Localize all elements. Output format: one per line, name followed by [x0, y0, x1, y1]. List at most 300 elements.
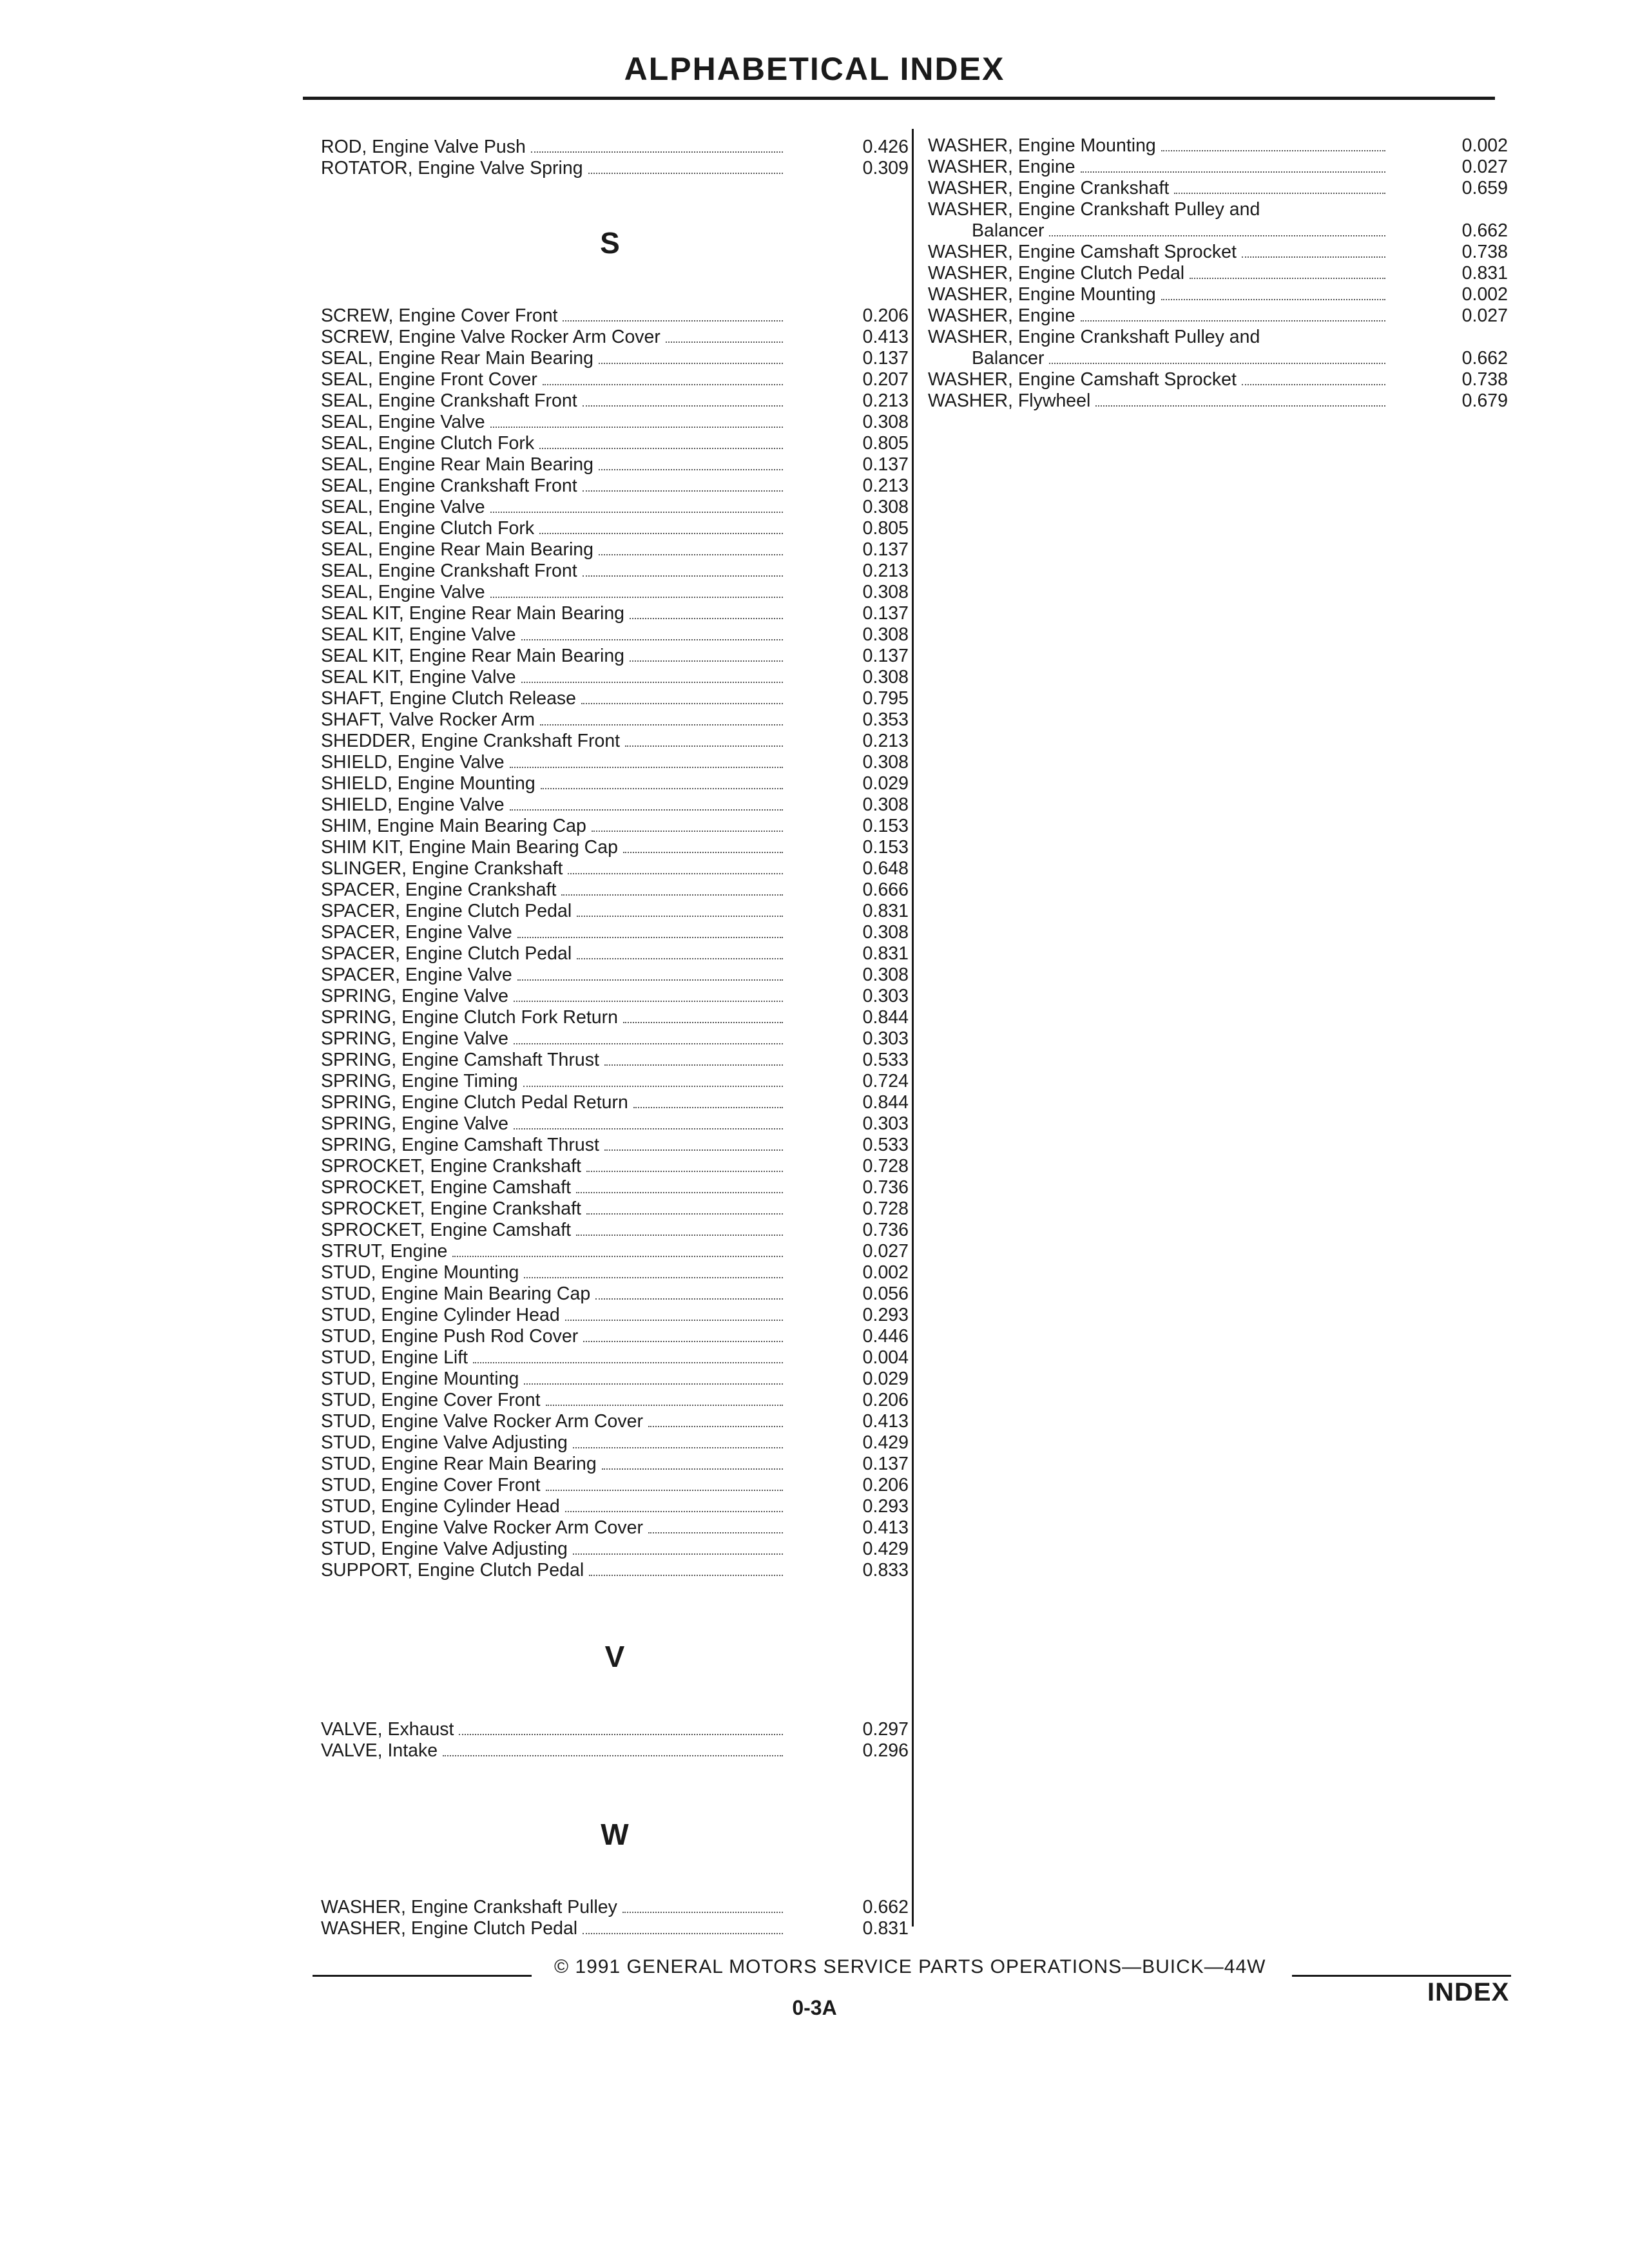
index-entry — [928, 135, 1508, 157]
dot-leader — [1190, 278, 1385, 279]
index-entry — [321, 986, 909, 1007]
dot-leader — [623, 1022, 783, 1023]
index-entry-label: SLINGER, Engine Crankshaft — [321, 858, 563, 879]
index-entry-page: 0.308 — [862, 667, 909, 687]
index-entry-continuation: Balancer — [972, 220, 1045, 241]
index-entry-label: SEAL, Engine Front Cover — [321, 369, 537, 390]
index-entry-label: SEAL, Engine Crankshaft Front — [321, 390, 577, 411]
index-entry-page: 0.728 — [862, 1156, 909, 1177]
index-entry — [321, 1092, 909, 1113]
dot-leader — [443, 1755, 783, 1756]
index-entry-label: SHIM KIT, Engine Main Bearing Cap — [321, 837, 618, 858]
dot-leader — [595, 1298, 783, 1300]
index-entry-page: 0.648 — [862, 858, 909, 879]
index-entry-label: SPACER, Engine Valve — [321, 922, 512, 943]
index-entry — [321, 1369, 909, 1390]
index-entry-page: 0.137 — [862, 539, 909, 560]
index-list-r — [321, 137, 909, 179]
index-entry — [321, 646, 909, 667]
index-entry — [321, 1539, 909, 1560]
index-entry — [321, 1326, 909, 1347]
index-entry — [321, 816, 909, 837]
index-entry-label: WASHER, Engine Clutch Pedal — [928, 263, 1185, 284]
index-entry-label: SPROCKET, Engine Crankshaft — [321, 1156, 581, 1177]
index-entry-label: SEAL, Engine Valve — [321, 582, 485, 602]
index-entry-page: 0.153 — [862, 816, 909, 836]
dot-leader — [565, 1511, 783, 1512]
index-entry — [321, 1897, 909, 1918]
index-entry-page: 0.844 — [862, 1092, 909, 1113]
dot-leader — [586, 1171, 783, 1172]
index-entry-label: SEAL, Engine Crankshaft Front — [321, 561, 577, 581]
left-column — [321, 137, 909, 1939]
index-entry-label: SPROCKET, Engine Camshaft — [321, 1177, 572, 1198]
dot-leader — [459, 1734, 783, 1735]
dot-leader — [622, 1912, 783, 1913]
index-entry-label: STUD, Engine Mounting — [321, 1369, 519, 1389]
dot-leader — [577, 916, 783, 917]
index-entry-page: 0.308 — [862, 497, 909, 517]
index-entry-page: 0.002 — [862, 1262, 909, 1283]
index-entry — [928, 220, 1508, 242]
dot-leader — [1049, 235, 1385, 236]
index-entry-page: 0.029 — [862, 1369, 909, 1389]
dot-leader — [517, 979, 783, 981]
column-divider — [912, 129, 914, 1927]
index-entry-label: STUD, Engine Mounting — [321, 1262, 519, 1283]
dot-leader — [510, 767, 783, 768]
dot-leader — [599, 363, 783, 364]
index-entry-page: 0.533 — [862, 1050, 909, 1070]
dot-leader — [630, 618, 783, 619]
index-entry-page: 0.213 — [862, 731, 909, 751]
dot-leader — [539, 533, 783, 534]
index-entry — [321, 582, 909, 603]
index-entry-page: 0.213 — [862, 390, 909, 411]
index-entry — [321, 454, 909, 476]
index-entry-label: SPROCKET, Engine Crankshaft — [321, 1198, 581, 1219]
index-entry — [321, 1390, 909, 1411]
index-entry — [321, 1432, 909, 1454]
index-entry — [321, 1347, 909, 1369]
index-entry-label: WASHER, Engine — [928, 305, 1075, 326]
index-entry-page: 0.308 — [862, 412, 909, 432]
index-entry — [321, 305, 909, 327]
index-entry-page: 0.153 — [862, 837, 909, 858]
dot-leader — [583, 1341, 783, 1342]
index-entry — [321, 943, 909, 965]
index-entry-label: WASHER, Engine Clutch Pedal — [321, 1918, 578, 1939]
dot-leader — [623, 852, 783, 853]
dot-leader — [523, 1086, 783, 1087]
index-entry-page: 0.844 — [862, 1007, 909, 1028]
dot-leader — [568, 873, 783, 874]
index-entry — [321, 1156, 909, 1177]
dot-leader — [573, 1447, 783, 1448]
index-entry-label: WASHER, Flywheel — [928, 390, 1091, 411]
dot-leader — [546, 1405, 783, 1406]
dot-leader — [583, 405, 783, 407]
index-entry-page: 0.027 — [1461, 305, 1508, 326]
index-entry-label: SPRING, Engine Valve — [321, 986, 508, 1006]
index-entry-page: 0.303 — [862, 1028, 909, 1049]
index-entry-label: SPACER, Engine Valve — [321, 965, 512, 985]
index-entry — [321, 709, 909, 731]
index-entry-label: WASHER, Engine Crankshaft Pulley and — [928, 199, 1260, 220]
index-entry-page: 0.293 — [862, 1496, 909, 1517]
footer-rule-right — [1292, 1975, 1511, 1977]
index-entry-label: SHIM, Engine Main Bearing Cap — [321, 816, 586, 836]
index-entry — [321, 1241, 909, 1262]
index-entry-page: 0.308 — [862, 922, 909, 943]
index-entry-label: SCREW, Engine Cover Front — [321, 305, 558, 326]
index-entry-page: 0.833 — [862, 1560, 909, 1581]
index-entry — [321, 1262, 909, 1283]
index-entry — [321, 327, 909, 348]
index-entry — [321, 1517, 909, 1539]
index-entry — [321, 1560, 909, 1581]
dot-leader — [576, 1235, 783, 1236]
index-entry-page: 0.137 — [862, 348, 909, 369]
index-entry — [321, 837, 909, 858]
index-entry-page: 0.659 — [1461, 178, 1508, 198]
index-entry-page: 0.429 — [862, 1432, 909, 1453]
index-entry-page: 0.303 — [862, 986, 909, 1006]
index-entry — [321, 773, 909, 794]
page-title: ALPHABETICAL INDEX — [624, 51, 1005, 87]
dot-leader — [539, 448, 783, 449]
index-list-w-continued — [928, 135, 1508, 412]
index-entry-label: STUD, Engine Valve Rocker Arm Cover — [321, 1411, 643, 1432]
dot-leader — [592, 831, 783, 832]
index-entry-page: 0.137 — [862, 454, 909, 475]
index-entry — [321, 1113, 909, 1135]
dot-leader — [588, 173, 783, 174]
index-entry-page: 0.533 — [862, 1135, 909, 1155]
index-entry — [928, 369, 1508, 390]
index-entry-label: WASHER, Engine Camshaft Sprocket — [928, 242, 1237, 262]
index-entry-label: SPACER, Engine Clutch Pedal — [321, 943, 572, 964]
dot-leader — [625, 745, 783, 747]
index-entry-label: SEAL, Engine Rear Main Bearing — [321, 348, 593, 369]
dot-leader — [524, 1277, 783, 1278]
index-entry-label: STUD, Engine Rear Main Bearing — [321, 1454, 597, 1474]
dot-leader — [633, 1107, 783, 1108]
index-entry-page: 0.308 — [862, 752, 909, 773]
index-entry — [321, 1454, 909, 1475]
dot-leader — [452, 1256, 783, 1257]
dot-leader — [583, 1933, 783, 1934]
index-entry — [928, 284, 1508, 305]
index-entry — [321, 539, 909, 561]
index-entry-label: SCREW, Engine Valve Rocker Arm Cover — [321, 327, 660, 347]
index-entry — [321, 965, 909, 986]
index-entry-label: SEAL KIT, Engine Valve — [321, 667, 516, 687]
dot-leader — [1242, 256, 1385, 258]
dot-leader — [546, 1490, 783, 1491]
index-entry-label: SPRING, Engine Valve — [321, 1113, 508, 1134]
index-entry-page: 0.308 — [862, 582, 909, 602]
index-entry-page: 0.297 — [862, 1719, 909, 1740]
dot-leader — [1095, 405, 1385, 407]
index-entry-label: SPRING, Engine Camshaft Thrust — [321, 1135, 599, 1155]
index-entry — [928, 305, 1508, 327]
dot-leader — [576, 1192, 783, 1193]
dot-leader — [563, 320, 783, 322]
right-column — [928, 135, 1508, 412]
page-number: 0-3A — [792, 1996, 837, 2019]
index-entry — [321, 348, 909, 369]
index-entry-page: 0.213 — [862, 561, 909, 581]
index-entry-label: WASHER, Engine Crankshaft Pulley and — [928, 327, 1260, 347]
index-entry — [321, 412, 909, 433]
index-entry-label: ROD, Engine Valve Push — [321, 137, 526, 157]
index-entry — [321, 624, 909, 646]
index-entry — [928, 157, 1508, 178]
index-entry — [321, 433, 909, 454]
index-entry — [321, 688, 909, 709]
index-entry-label: SPACER, Engine Crankshaft — [321, 879, 557, 900]
index-entry-label: SPRING, Engine Clutch Pedal Return — [321, 1092, 628, 1113]
dot-leader — [524, 1383, 783, 1385]
index-entry-page: 0.303 — [862, 1113, 909, 1134]
index-entry-page: 0.831 — [1461, 263, 1508, 284]
dot-leader — [577, 958, 783, 959]
dot-leader — [602, 1468, 783, 1470]
index-entry-label: STUD, Engine Cylinder Head — [321, 1496, 560, 1517]
index-entry — [321, 137, 909, 158]
index-entry-label: SUPPORT, Engine Clutch Pedal — [321, 1560, 584, 1581]
index-entry — [321, 1071, 909, 1092]
index-entry-label: WASHER, Engine Camshaft Sprocket — [928, 369, 1237, 390]
index-entry — [321, 1007, 909, 1028]
index-entry — [321, 1305, 909, 1326]
dot-leader — [531, 151, 783, 153]
index-entry-label: SEAL, Engine Clutch Fork — [321, 518, 535, 539]
index-entry-page: 0.413 — [862, 327, 909, 347]
index-entry — [321, 858, 909, 879]
index-entry-page: 0.002 — [1461, 284, 1508, 305]
index-entry-page: 0.738 — [1461, 369, 1508, 390]
index-entry-page: 0.137 — [862, 603, 909, 624]
dot-leader — [510, 809, 783, 811]
index-entry-page: 0.004 — [862, 1347, 909, 1368]
index-entry-page: 0.413 — [862, 1411, 909, 1432]
index-entry-page: 0.293 — [862, 1305, 909, 1325]
index-entry-page: 0.831 — [862, 1918, 909, 1939]
index-entry — [321, 731, 909, 752]
index-entry-label: SEAL KIT, Engine Rear Main Bearing — [321, 646, 625, 666]
section-letter-w: W — [601, 1818, 629, 1851]
index-entry-page: 0.027 — [862, 1241, 909, 1262]
index-entry-page: 0.662 — [1461, 348, 1508, 369]
index-entry-page: 0.666 — [862, 879, 909, 900]
index-entry-label: SEAL KIT, Engine Rear Main Bearing — [321, 603, 625, 624]
dot-leader — [1049, 363, 1385, 364]
index-entry-page: 0.429 — [862, 1539, 909, 1559]
index-entry — [321, 158, 909, 179]
index-entry — [321, 1283, 909, 1305]
dot-leader — [517, 937, 783, 938]
index-entry-page: 0.805 — [862, 433, 909, 454]
dot-leader — [473, 1362, 783, 1363]
index-entry-page: 0.056 — [862, 1283, 909, 1304]
index-entry-label: SPRING, Engine Camshaft Thrust — [321, 1050, 599, 1070]
index-entry — [321, 1918, 909, 1939]
dot-leader — [541, 788, 783, 789]
index-entry-page: 0.308 — [862, 624, 909, 645]
index-entry-label: STUD, Engine Cover Front — [321, 1475, 541, 1495]
dot-leader — [583, 575, 783, 577]
dot-leader — [490, 512, 783, 513]
index-entry-label: VALVE, Intake — [321, 1740, 438, 1761]
dot-leader — [521, 682, 783, 683]
index-entry-page: 0.795 — [862, 688, 909, 709]
index-entry-label: SHAFT, Valve Rocker Arm — [321, 709, 535, 730]
index-entry-label: STUD, Engine Main Bearing Cap — [321, 1283, 591, 1304]
index-entry-label: WASHER, Engine Crankshaft — [928, 178, 1170, 198]
index-entry-label: SEAL, Engine Valve — [321, 497, 485, 517]
footer-copyright: © 1991 GENERAL MOTORS SERVICE PARTS OPERATIONS—BUICK—44W — [554, 1956, 1266, 1977]
index-entry-page: 0.137 — [862, 1454, 909, 1474]
index-entry-label: WASHER, Engine Mounting — [928, 284, 1156, 305]
index-entry-label: STUD, Engine Valve Adjusting — [321, 1432, 568, 1453]
index-entry-page: 0.728 — [862, 1198, 909, 1219]
index-entry-page: 0.029 — [862, 773, 909, 794]
index-entry — [321, 1028, 909, 1050]
dot-leader — [581, 703, 783, 704]
index-entry-page: 0.426 — [862, 137, 909, 157]
index-entry-page: 0.679 — [1461, 390, 1508, 411]
index-entry — [321, 1411, 909, 1432]
index-entry — [321, 1496, 909, 1517]
index-entry-page: 0.207 — [862, 369, 909, 390]
index-entry-label: VALVE, Exhaust — [321, 1719, 454, 1740]
index-entry — [928, 348, 1508, 369]
index-entry-page: 0.724 — [862, 1071, 909, 1091]
section-letter-s: S — [600, 226, 620, 260]
index-entry-label: SPRING, Engine Timing — [321, 1071, 518, 1091]
index-entry — [321, 922, 909, 943]
index-entry-label: SHIELD, Engine Valve — [321, 752, 505, 773]
index-list-v — [321, 1719, 909, 1762]
index-entry-page: 0.805 — [862, 518, 909, 539]
index-entry-page: 0.308 — [862, 965, 909, 985]
dot-leader — [565, 1320, 783, 1321]
index-entry — [321, 603, 909, 624]
index-entry — [321, 1135, 909, 1156]
index-entry-label: SHIELD, Engine Mounting — [321, 773, 535, 794]
index-entry — [321, 1177, 909, 1198]
index-entry — [321, 667, 909, 688]
dot-leader — [666, 341, 783, 343]
index-entry-label: SEAL, Engine Crankshaft Front — [321, 476, 577, 496]
index-entry-page: 0.206 — [862, 305, 909, 326]
index-entry — [928, 178, 1508, 199]
index-entry-page: 0.413 — [862, 1517, 909, 1538]
index-entry-page: 0.831 — [862, 943, 909, 964]
index-entry-page: 0.137 — [862, 646, 909, 666]
section-label: INDEX — [1427, 1978, 1510, 2006]
dot-leader — [1242, 384, 1385, 385]
index-entry-page: 0.353 — [862, 709, 909, 730]
index-entry — [321, 561, 909, 582]
index-entry — [321, 1475, 909, 1496]
index-entry-label: STUD, Engine Push Rod Cover — [321, 1326, 579, 1347]
index-entry-label: STUD, Engine Cover Front — [321, 1390, 541, 1410]
index-entry-label: SEAL, Engine Rear Main Bearing — [321, 539, 593, 560]
index-entry-page: 0.309 — [862, 158, 909, 178]
index-entry-label: STUD, Engine Cylinder Head — [321, 1305, 560, 1325]
dot-leader — [490, 597, 783, 598]
dot-leader — [543, 384, 783, 385]
dot-leader — [514, 1043, 783, 1044]
index-entry-page: 0.206 — [862, 1390, 909, 1410]
index-entry-label: SPROCKET, Engine Camshaft — [321, 1220, 572, 1240]
index-entry — [321, 369, 909, 390]
index-entry-page: 0.831 — [862, 901, 909, 921]
index-entry — [321, 518, 909, 539]
index-entry-label: ROTATOR, Engine Valve Spring — [321, 158, 583, 178]
index-entry — [321, 1050, 909, 1071]
index-entry-page: 0.027 — [1461, 157, 1508, 177]
dot-leader — [604, 1149, 783, 1151]
index-entry-page: 0.662 — [1461, 220, 1508, 241]
dot-leader — [490, 427, 783, 428]
index-entry-page: 0.206 — [862, 1475, 909, 1495]
dot-leader — [648, 1532, 783, 1533]
dot-leader — [599, 469, 783, 470]
footer-rule-left — [313, 1975, 532, 1977]
index-entry — [321, 390, 909, 412]
index-entry — [321, 1198, 909, 1220]
index-entry-page: 0.213 — [862, 476, 909, 496]
index-entry-label: WASHER, Engine — [928, 157, 1075, 177]
index-entry-page: 0.736 — [862, 1177, 909, 1198]
index-list-w — [321, 1897, 909, 1939]
index-entry-label: STUD, Engine Valve Rocker Arm Cover — [321, 1517, 643, 1538]
index-entry-page: 0.446 — [862, 1326, 909, 1347]
index-entry — [928, 242, 1508, 263]
index-entry-label: SHAFT, Engine Clutch Release — [321, 688, 577, 709]
index-entry — [321, 1220, 909, 1241]
dot-leader — [1081, 320, 1385, 322]
index-entry-label: SPACER, Engine Clutch Pedal — [321, 901, 572, 921]
index-entry — [321, 497, 909, 518]
index-entry-page: 0.738 — [1461, 242, 1508, 262]
index-entry — [321, 794, 909, 816]
index-entry-page: 0.296 — [862, 1740, 909, 1761]
dot-leader — [630, 660, 783, 662]
dot-leader — [1174, 193, 1385, 194]
dot-leader — [514, 1001, 783, 1002]
dot-leader — [573, 1553, 783, 1555]
index-entry-label: WASHER, Engine Crankshaft Pulley — [321, 1897, 617, 1917]
index-entry-label: STUD, Engine Lift — [321, 1347, 468, 1368]
dot-leader — [1081, 171, 1385, 173]
dot-leader — [586, 1213, 783, 1215]
index-entry-label: SEAL, Engine Rear Main Bearing — [321, 454, 593, 475]
dot-leader — [514, 1128, 783, 1129]
index-entry — [321, 901, 909, 922]
title-rule — [303, 97, 1495, 100]
index-entry — [321, 1719, 909, 1740]
index-entry — [928, 390, 1508, 412]
dot-leader — [540, 724, 783, 726]
index-entry-label: STRUT, Engine — [321, 1241, 448, 1262]
dot-leader — [589, 1575, 783, 1576]
dot-leader — [561, 894, 783, 896]
